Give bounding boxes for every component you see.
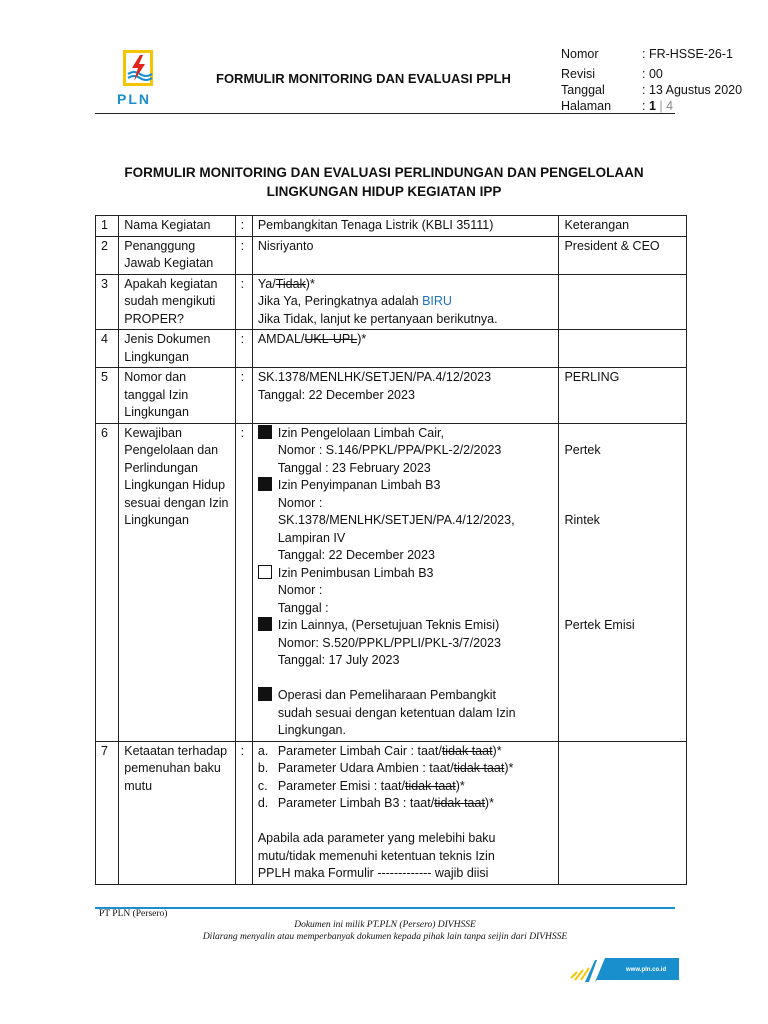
row-label: Penanggung Jawab Kegiatan xyxy=(119,236,235,274)
footer-ownership: Dokumen ini milik PT.PLN (Persero) DIVHSSE xyxy=(294,920,476,930)
page-separator: | xyxy=(659,99,663,113)
permit-title: Operasi dan Pemeliharaan Pembangkit xyxy=(277,688,497,702)
compliance-item xyxy=(258,778,554,796)
item-text: Parameter Limbah B3 : taat/ xyxy=(277,796,435,810)
permit-item xyxy=(258,565,554,583)
footer-url: www.pln.co.id xyxy=(626,967,667,973)
row-colon: : xyxy=(235,741,252,884)
row-note xyxy=(559,274,687,330)
row-value xyxy=(252,368,559,424)
row-colon: : xyxy=(235,236,252,274)
row-colon: : xyxy=(235,368,252,424)
table-row xyxy=(96,423,687,741)
compliance-note: PPLH maka Formulir ------------- wajib diisi xyxy=(257,866,489,880)
permit-title: Izin Penimbusan Limbah B3 xyxy=(277,565,434,580)
compliance-item xyxy=(258,760,554,778)
doc-close: )* xyxy=(357,332,367,346)
item-marker: c. xyxy=(257,778,268,793)
permit-detail: Tanggal: 22 December 2023 xyxy=(277,548,435,562)
page-current: 1 xyxy=(648,99,656,113)
doc-ukl-struck: UKL-UPL xyxy=(304,332,358,346)
item-text: Parameter Udara Ambien : taat/ xyxy=(277,761,454,775)
checkbox-empty-icon[interactable] xyxy=(258,565,272,579)
answer-ya: Ya/ xyxy=(257,276,276,291)
row-label: Apakah kegiatan sudah mengikuti PROPER? xyxy=(119,274,235,330)
rating-prefix: Jika Ya, Peringkatnya adalah xyxy=(257,294,423,308)
item-marker: d. xyxy=(257,796,269,810)
row-value xyxy=(252,423,559,741)
row-value xyxy=(252,741,559,884)
permit-date: Tanggal: 22 December 2023 xyxy=(257,387,415,402)
row-colon: : xyxy=(235,330,252,368)
meta-value-tanggal: : 13 Agustus 2020 xyxy=(642,83,743,97)
meta-label-halaman: Halaman xyxy=(561,99,612,113)
proper-rating-line xyxy=(258,293,554,311)
page-total: 4 xyxy=(666,99,674,113)
permit-detail: Nomor : S.146/PPKL/PPA/PKL-2/2/2023 xyxy=(277,443,502,457)
spacer xyxy=(258,813,554,831)
meta-label-tanggal: Tanggal xyxy=(561,83,605,97)
form-title: FORMULIR MONITORING DAN EVALUASI PPLH xyxy=(216,71,511,86)
permit-item xyxy=(258,477,554,495)
footer-copyright: Dilarang menyalin atau memperbanyak dokumen kepada pihak lain tanpa seijin dari DIVHSSE xyxy=(202,932,568,942)
item-marker: a. xyxy=(257,743,269,758)
compliance-note: Apabila ada parameter yang melebihi baku xyxy=(257,831,496,845)
checkbox-checked-icon[interactable] xyxy=(258,425,272,439)
permit-detail: Tanggal : xyxy=(277,600,329,615)
answer-tidak-struck: Tidak xyxy=(275,276,306,291)
row-label: Nama Kegiatan xyxy=(119,216,235,237)
permit-detail: Nomor: S.520/PPKL/PPLI/PKL-3/7/2023 xyxy=(277,635,501,650)
row-value xyxy=(252,330,559,368)
permit-title: Izin Lainnya, (Persetujuan Teknis Emisi) xyxy=(277,618,500,632)
checkbox-checked-icon[interactable] xyxy=(258,477,272,491)
item-struck: tidak taat xyxy=(441,743,493,758)
spacer xyxy=(258,670,554,688)
permit-item xyxy=(258,617,554,635)
checkbox-checked-icon[interactable] xyxy=(258,687,272,701)
row-label: Kewajiban Pengelolaan dan Perlindungan Lingkungan Hidup sesuai dengan Izin Lingkungan xyxy=(119,423,235,741)
permit-detail: Tanggal : 23 February 2023 xyxy=(277,460,431,475)
compliance-item xyxy=(258,743,554,761)
item-close: )* xyxy=(455,778,465,793)
row-number: 7 xyxy=(96,741,119,884)
permit-detail: Nomor : xyxy=(277,583,323,597)
permit-detail: sudah sesuai dengan ketentuan dalam Izin xyxy=(277,705,516,720)
row-note: PERLING xyxy=(559,368,687,424)
row-colon: : xyxy=(235,216,252,237)
meta-value-halaman xyxy=(642,99,673,113)
permit-item xyxy=(258,687,554,705)
item-struck: tidak taat xyxy=(404,778,456,793)
footer-company: PT PLN (Persero) xyxy=(99,909,168,919)
row-value: Nisriyanto xyxy=(252,236,559,274)
proper-answer xyxy=(258,276,554,294)
permit-number: SK.1378/MENLHK/SETJEN/PA.4/12/2023 xyxy=(257,370,492,384)
meta-value-nomor: : FR-HSSE-26-1 xyxy=(642,47,733,61)
answer-close: )* xyxy=(305,276,315,291)
item-struck: tidak taat xyxy=(453,761,505,775)
compliance-item xyxy=(258,795,554,813)
row-note xyxy=(559,330,687,368)
row-number: 6 xyxy=(96,423,119,741)
row-label: Nomor dan tanggal Izin Lingkungan xyxy=(119,368,235,424)
item-text: Parameter Limbah Cair : taat/ xyxy=(277,743,442,758)
proper-instruction: Jika Tidak, lanjut ke pertanyaan berikutnya. xyxy=(257,311,498,326)
meta-label-nomor: Nomor xyxy=(561,47,599,61)
item-close: )* xyxy=(504,761,514,775)
document-title xyxy=(100,163,668,201)
row-number: 1 xyxy=(96,216,119,237)
permit-title: Izin Pengelolaan Limbah Cair, xyxy=(277,425,444,440)
item-close: )* xyxy=(492,743,502,758)
permit-detail: Lingkungan. xyxy=(277,723,346,737)
permit-detail: Lampiran IV xyxy=(277,530,346,545)
note-pertek-emisi: Pertek Emisi xyxy=(564,618,635,632)
row-note: Keterangan xyxy=(559,216,687,237)
table-row xyxy=(96,236,687,274)
row-value: Pembangkitan Tenaga Listrik (KBLI 35111) xyxy=(252,216,559,237)
table-row xyxy=(96,274,687,330)
row-value xyxy=(252,274,559,330)
table-row xyxy=(96,368,687,424)
meta-value-revisi: : 00 xyxy=(642,67,663,81)
permit-item xyxy=(258,425,554,443)
row-number: 2 xyxy=(96,236,119,274)
row-note xyxy=(559,741,687,884)
item-marker: b. xyxy=(257,761,269,775)
row-label: Ketaatan terhadap pemenuhan baku mutu xyxy=(119,741,235,884)
row-note xyxy=(559,423,687,741)
note-rintek: Rintek xyxy=(564,513,600,527)
item-struck: tidak taat xyxy=(434,796,485,810)
row-label: Jenis Dokumen Lingkungan xyxy=(119,330,235,368)
checkbox-checked-icon[interactable] xyxy=(258,617,272,631)
doc-amdal: AMDAL/ xyxy=(257,332,305,346)
page-prefix: : xyxy=(642,99,649,113)
document-title-line1: FORMULIR MONITORING DAN EVALUASI PERLINDUNGAN DAN PENGELOLAAN xyxy=(124,165,644,180)
item-close: )* xyxy=(484,796,494,810)
row-colon: : xyxy=(235,423,252,741)
table-row xyxy=(96,216,687,237)
note-pertek: Pertek xyxy=(564,443,601,457)
row-colon: : xyxy=(235,274,252,330)
form-table xyxy=(95,215,687,885)
permit-detail: Nomor : xyxy=(277,495,323,510)
table-row xyxy=(96,330,687,368)
row-number: 4 xyxy=(96,330,119,368)
row-number: 3 xyxy=(96,274,119,330)
item-text: Parameter Emisi : taat/ xyxy=(277,778,405,793)
compliance-note: mutu/tidak memenuhi ketentuan teknis Izin xyxy=(257,848,495,863)
logo-text: PLN xyxy=(117,91,151,107)
proper-rating: BIRU xyxy=(422,294,452,308)
meta-label-revisi: Revisi xyxy=(561,67,596,81)
permit-title: Izin Penyimpanan Limbah B3 xyxy=(277,478,441,492)
header-divider xyxy=(95,113,675,114)
table-row xyxy=(96,741,687,884)
row-note: President & CEO xyxy=(559,236,687,274)
permit-detail: SK.1378/MENLHK/SETJEN/PA.4/12/2023, xyxy=(277,513,515,527)
permit-detail: Tanggal: 17 July 2023 xyxy=(277,653,400,667)
document-title-line2: LINGKUNGAN HIDUP KEGIATAN IPP xyxy=(266,184,502,199)
footer-divider xyxy=(95,907,675,909)
row-number: 5 xyxy=(96,368,119,424)
